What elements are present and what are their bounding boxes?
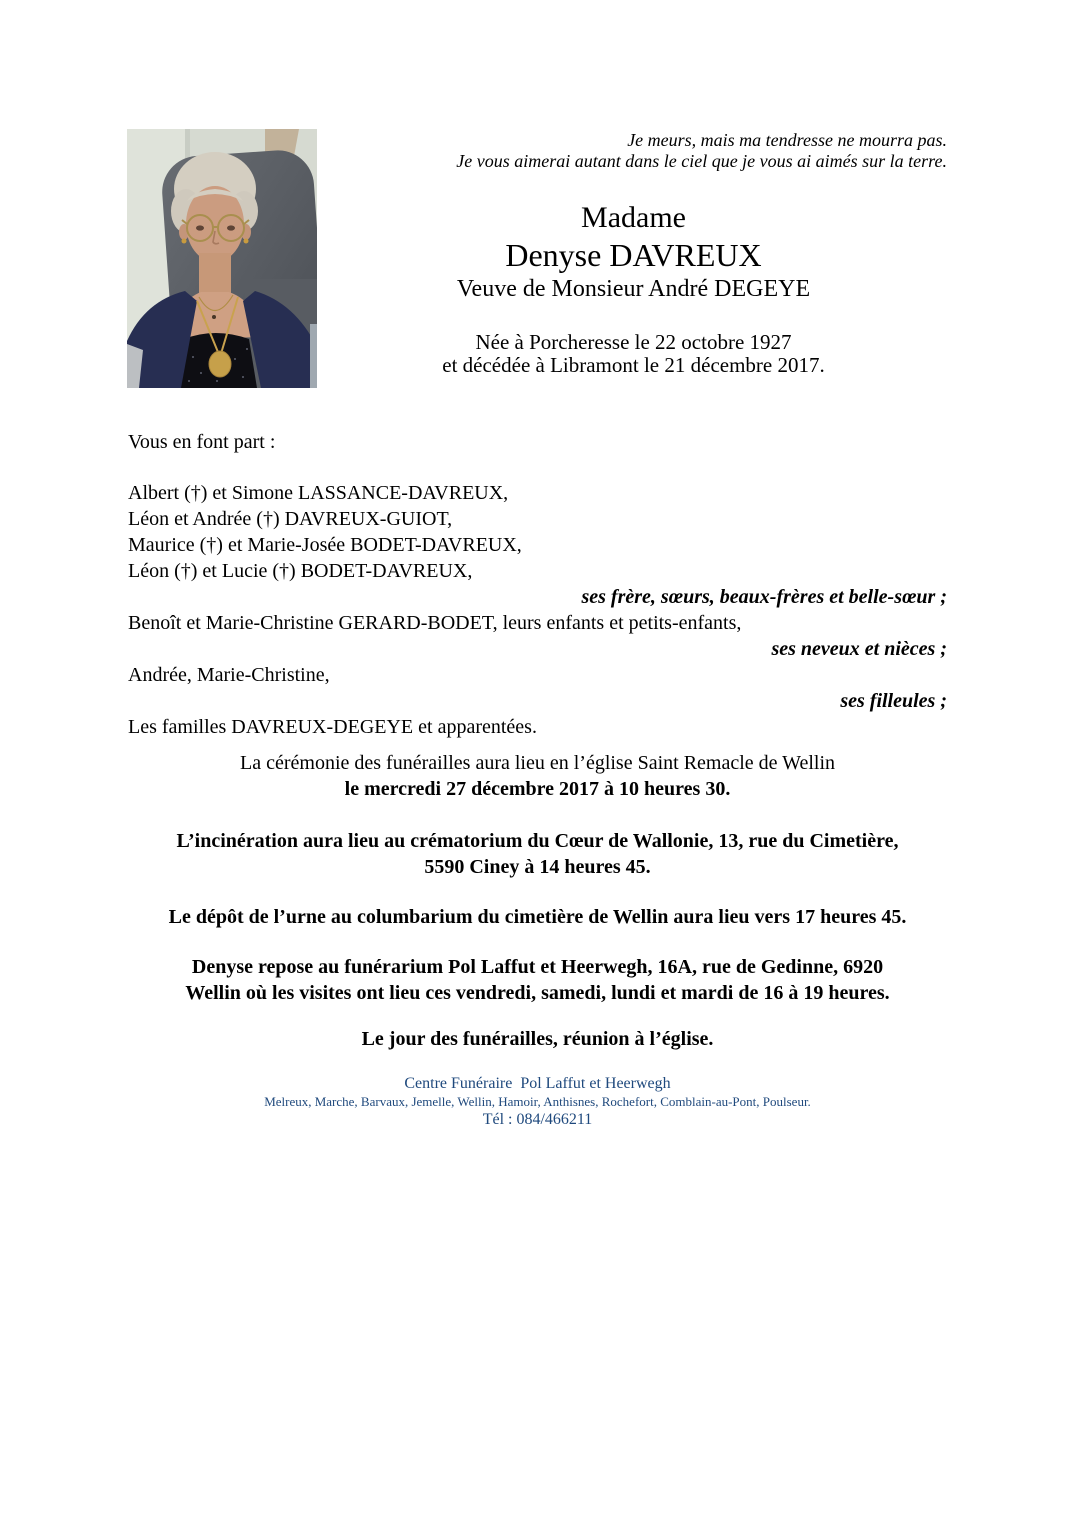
- funeral-home-phone: Tél : 084/466211: [482, 1111, 593, 1128]
- vital-dates: [320, 331, 947, 377]
- portrait-illustration: [127, 129, 317, 388]
- ceremony-church-line-2: le mercredi 27 décembre 2017 à 10 heures 30.: [344, 778, 731, 800]
- funeral-home-locations: Melreux, Marche, Barvaux, Jemelle, Wellin, Hamoir, Anthisnes, Rochefort, Comblain-au-Pont, Poulseur.: [264, 1094, 811, 1109]
- meeting-line: Le jour des funérailles, réunion à l’église.: [361, 1028, 714, 1050]
- funeral-home-name: Centre Funéraire Pol Laffut et Heerwegh: [404, 1075, 671, 1092]
- announcement-body: [128, 429, 947, 1130]
- repose-line-2: Wellin où les visites ont lieu ces vendredi, samedi, lundi et mardi de 16 à 19 heures.: [185, 982, 890, 1004]
- header-block: [320, 130, 947, 377]
- family-line: Albert (†) et Simone LASSANCE-DAVREUX,: [128, 482, 509, 504]
- family-line: Maurice (†) et Marie-Josée BODET-DAVREUX,: [128, 534, 522, 556]
- relation-label-siblings: ses frère, sœurs, beaux-frères et belle-sœur ;: [581, 586, 947, 608]
- birth-line: Née à Porcheresse le 22 octobre 1927: [475, 330, 792, 354]
- widow-relation: Veuve de Monsieur André DEGEYE: [456, 276, 811, 302]
- family-line: Léon et Andrée (†) DAVREUX-GUIOT,: [128, 508, 453, 530]
- ceremony-church-line-1: La cérémonie des funérailles aura lieu en l’église Saint Remacle de Wellin: [240, 752, 835, 774]
- salutation: Madame: [581, 201, 686, 234]
- death-line: et décédée à Libramont le 21 décembre 2017.: [442, 353, 825, 377]
- epitaph-line-1: Je meurs, mais ma tendresse ne mourra pas.: [627, 130, 947, 150]
- cremation-line-2: 5590 Ciney à 14 heures 45.: [424, 856, 651, 878]
- family-line: Andrée, Marie-Christine,: [128, 664, 330, 686]
- urn-line: Le dépôt de l’urne au columbarium du cimetière de Wellin aura lieu vers 17 heures 45.: [168, 906, 907, 928]
- relation-label-goddaughters: ses filleules ;: [840, 690, 947, 712]
- epitaph-line-2: Je vous aimerai autant dans le ciel que je vous ai aimés sur la terre.: [456, 151, 947, 171]
- repose-line-1: Denyse repose au funérarium Pol Laffut et Heerwegh, 16A, rue de Gedinne, 6920: [191, 956, 884, 978]
- epitaph: [320, 130, 947, 172]
- title-block: [320, 200, 947, 377]
- relation-label-nephews: ses neveux et nièces ;: [771, 638, 947, 660]
- funeral-home-footer: [128, 1074, 947, 1130]
- family-line: Léon (†) et Lucie (†) BODET-DAVREUX,: [128, 560, 473, 582]
- family-line: Les familles DAVREUX-DEGEYE et apparentées.: [128, 716, 537, 738]
- deceased-name: Denyse DAVREUX: [505, 237, 762, 273]
- family-line: Benoît et Marie-Christine GERARD-BODET, leurs enfants et petits-enfants,: [128, 612, 742, 634]
- cremation-line-1: L’incinération aura lieu au crématorium du Cœur de Wallonie, 13, rue du Cimetière,: [176, 830, 899, 852]
- portrait-photo: [127, 129, 317, 388]
- intro-line: Vous en font part :: [128, 431, 276, 453]
